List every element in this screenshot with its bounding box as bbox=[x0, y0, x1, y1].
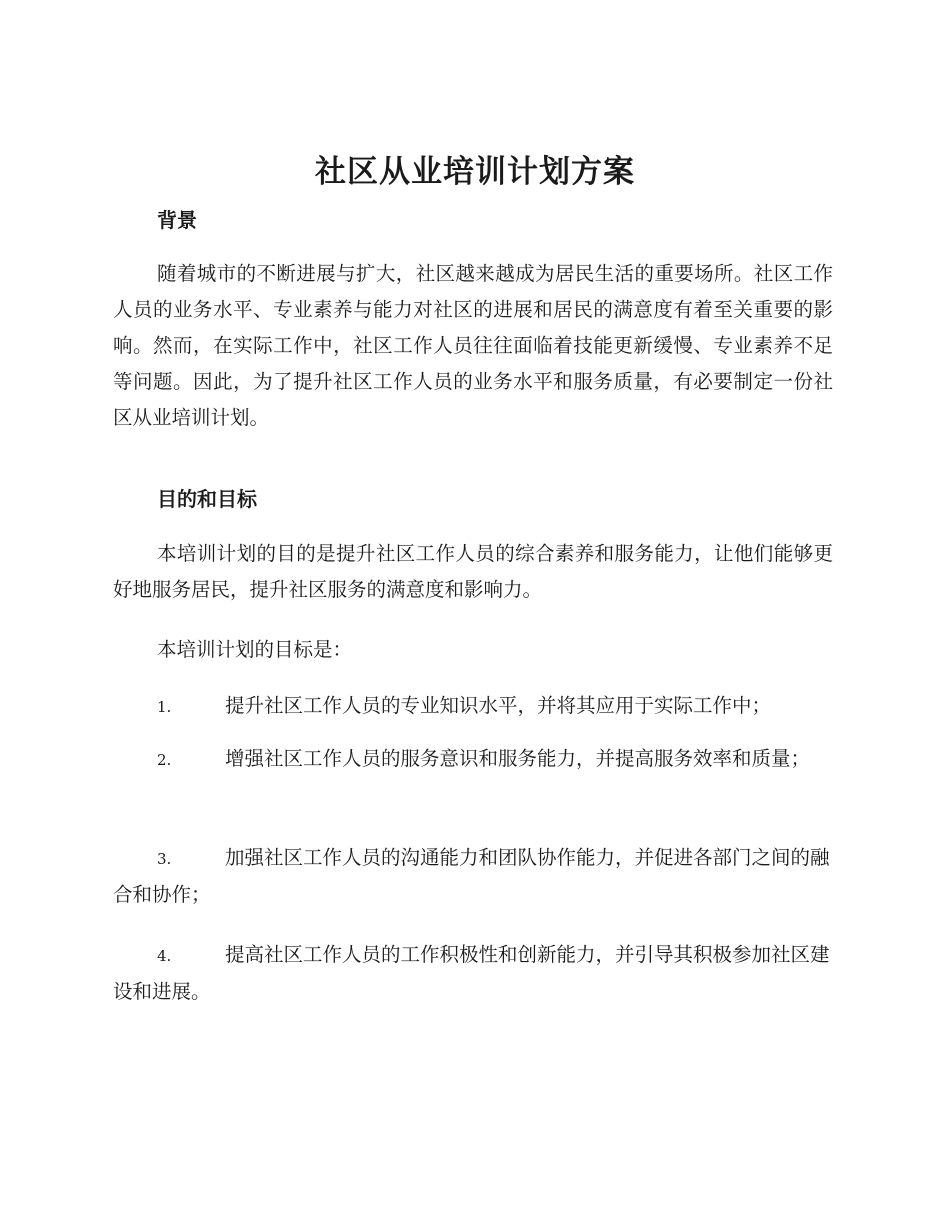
background-paragraph: 随着城市的不断进展与扩大，社区越来越成为居民生活的重要场所。社区工作人员的业务水平、专业素养与能力对社区的进展和居民的满意度有着至关重要的影响。然而，在实际工作中，社区工作人员往往面临着技能更新缓慢、专业素养不足等问题。因此，为了提升社区工作人员的业务水平和服务质量，有必要制定一份社区从业培训计划。 bbox=[113, 262, 833, 429]
list-item-text: 提升社区工作人员的专业知识水平，并将其应用于实际工作中； bbox=[225, 694, 772, 717]
list-item-number: 3. bbox=[157, 850, 172, 868]
goals-intro: 本培训计划的目标是： bbox=[157, 638, 353, 661]
list-item-text: 加强社区工作人员的沟通能力和团队协作能力，并促进各部门之间的融合和协作； bbox=[113, 846, 830, 906]
list-item-number: 1. bbox=[157, 698, 172, 716]
list-item bbox=[113, 741, 833, 778]
list-item bbox=[113, 840, 833, 913]
document-title: 社区从业培训计划方案 bbox=[315, 154, 635, 190]
list-item-number: 2. bbox=[157, 751, 172, 769]
purpose-paragraph: 本培训计划的目的是提升社区工作人员的综合素养和服务能力，让他们能够更好地服务居民，提升社区服务的满意度和影响力。 bbox=[113, 542, 833, 601]
list-item-text: 提高社区工作人员的工作积极性和创新能力，并引导其积极参加社区建设和进展。 bbox=[113, 943, 830, 1003]
list-item bbox=[113, 688, 833, 725]
section-heading-background: 背景 bbox=[157, 208, 197, 232]
section-heading-goals: 目的和目标 bbox=[157, 487, 257, 511]
list-item-number: 4. bbox=[157, 947, 172, 965]
list-item-text: 增强社区工作人员的服务意识和服务能力，并提高服务效率和质量； bbox=[225, 747, 811, 770]
list-item bbox=[113, 937, 833, 1010]
